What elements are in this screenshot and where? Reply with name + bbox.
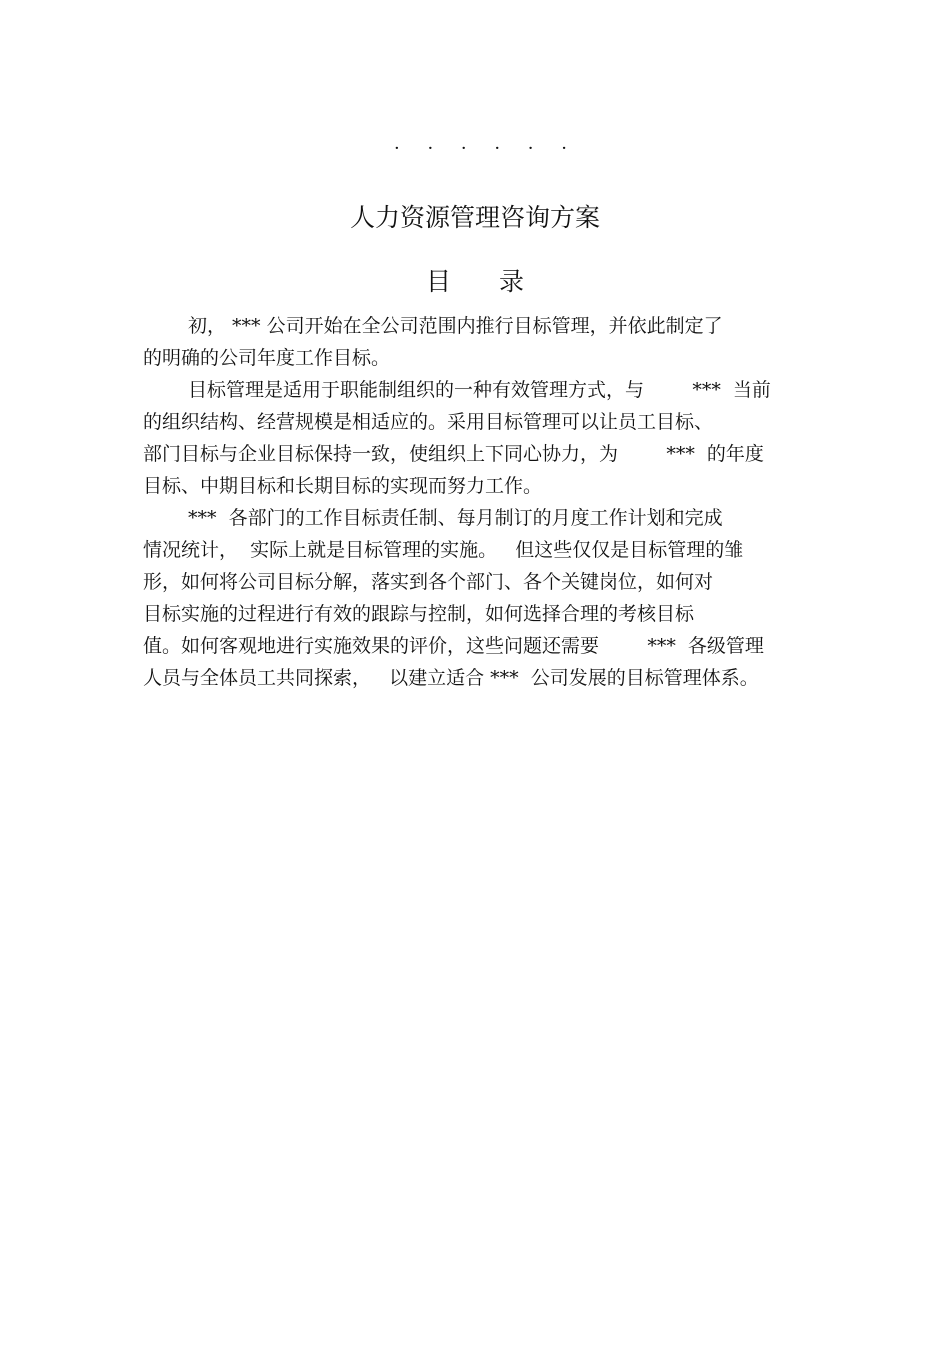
paragraph-line: 人员与全体员工共同探索， 以建立适合 *** 公司发展的目标管理体系。	[143, 667, 759, 689]
document-title: 人力资源管理咨询方案	[349, 203, 600, 232]
document-body	[143, 310, 807, 694]
paragraph-line: 的明确的公司年度工作目标。	[143, 347, 391, 369]
paragraph-line: 部门目标与企业目标保持一致，使组织上下同心协力，为 *** 的年度	[143, 443, 764, 465]
paragraph-line: 目标实施的过程进行有效的跟踪与控制，如何选择合理的考核目标	[143, 603, 695, 625]
paragraph-line: 目标管理是适用于职能制组织的一种有效管理方式，与 *** 当前	[188, 379, 771, 401]
paragraph-line: 情况统计， 实际上就是目标管理的实施。 但这些仅仅是目标管理的雏	[143, 539, 744, 561]
toc-heading-right: 录	[499, 267, 525, 296]
toc-heading-left: 目	[425, 267, 451, 296]
paragraph-line: 目标、中期目标和长期目标的实现而努力工作。	[143, 475, 543, 497]
paragraph-line: 值。如何客观地进行实施效果的评价，这些问题还需要 *** 各级管理	[143, 635, 764, 657]
toc-heading	[0, 262, 950, 298]
paragraph-line: 形，如何将公司目标分解，落实到各个部门、各个关键岗位，如何对	[143, 571, 714, 593]
paragraph-line: 初， *** 公司开始在全公司范围内推行目标管理，并依此制定了	[188, 315, 723, 337]
header-dots: · · · · · ·	[394, 138, 578, 159]
paragraph-line: *** 各部门的工作目标责任制、每月制订的月度工作计划和完成	[188, 507, 723, 529]
paragraph-line: 的组织结构、经营规模是相适应的。采用目标管理可以让员工目标、	[143, 411, 714, 433]
